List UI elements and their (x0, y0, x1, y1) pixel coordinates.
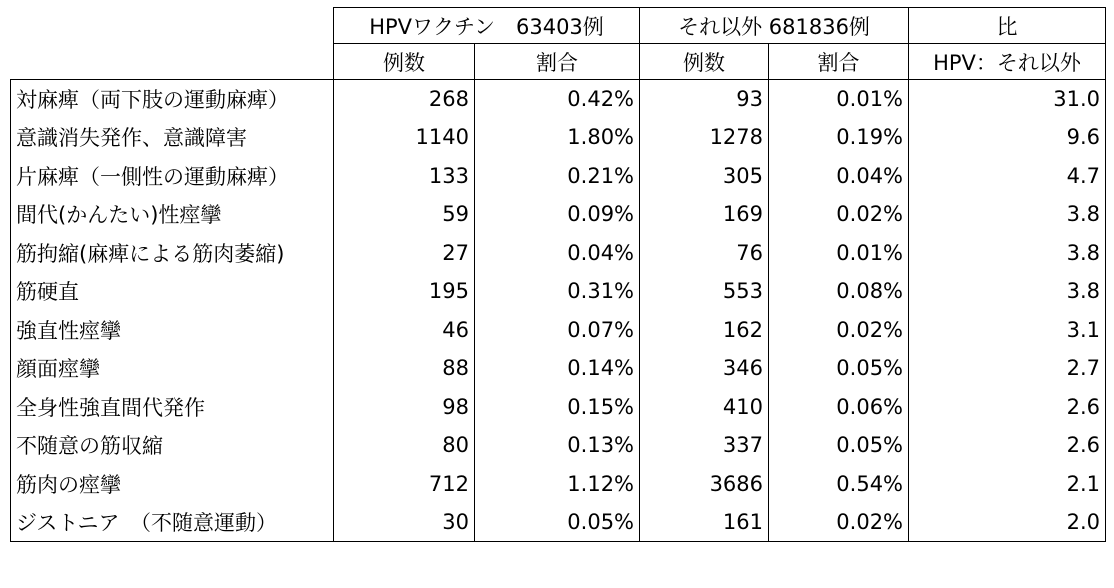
ratio-cell: 31.0 (909, 80, 1106, 119)
other-rate-cell: 0.01% (769, 80, 909, 119)
other-count-cell: 346 (640, 349, 769, 388)
other-rate-cell: 0.06% (769, 388, 909, 427)
other-rate-cell: 0.01% (769, 234, 909, 273)
hpv-count-cell: 80 (334, 426, 475, 465)
table-row (11, 426, 1106, 465)
other-rate-cell: 0.02% (769, 195, 909, 234)
other-rate-cell: 0.54% (769, 465, 909, 504)
comparison-table (10, 7, 1106, 542)
symptom-name-cell: ジストニア （不随意運動） (11, 503, 334, 542)
hpv-rate-cell: 0.04% (475, 234, 640, 273)
other-count-cell: 1278 (640, 118, 769, 157)
symptom-name-cell: 不随意の筋収縮 (11, 426, 334, 465)
table-body (11, 8, 1106, 80)
header-hpv-group: HPVワクチン 63403例 (334, 8, 640, 44)
ratio-cell: 2.0 (909, 503, 1106, 542)
other-count-cell: 410 (640, 388, 769, 427)
ratio-cell: 3.8 (909, 272, 1106, 311)
ratio-cell: 3.8 (909, 234, 1106, 273)
symptom-name-cell: 強直性痙攣 (11, 311, 334, 350)
hpv-count-cell: 98 (334, 388, 475, 427)
other-rate-cell: 0.05% (769, 426, 909, 465)
table-row (11, 503, 1106, 542)
other-rate-cell: 0.05% (769, 349, 909, 388)
table-row (11, 388, 1106, 427)
ratio-cell: 2.6 (909, 388, 1106, 427)
other-rate-cell: 0.04% (769, 157, 909, 196)
symptom-name-cell: 筋拘縮(麻痺による筋肉萎縮) (11, 234, 334, 273)
header-hpv-count: 例数 (334, 44, 475, 80)
hpv-count-cell: 712 (334, 465, 475, 504)
hpv-count-cell: 27 (334, 234, 475, 273)
hpv-rate-cell: 0.14% (475, 349, 640, 388)
header-row-groups (11, 8, 1106, 44)
hpv-rate-cell: 1.12% (475, 465, 640, 504)
hpv-rate-cell: 0.31% (475, 272, 640, 311)
header-other-group: それ以外 681836例 (640, 8, 909, 44)
ratio-cell: 9.6 (909, 118, 1106, 157)
other-rate-cell: 0.02% (769, 311, 909, 350)
data-rows (11, 80, 1106, 542)
header-corner-cell (11, 8, 334, 44)
ratio-cell: 3.1 (909, 311, 1106, 350)
header-ratio-label: HPV：それ以外 (909, 44, 1106, 80)
table-row (11, 349, 1106, 388)
hpv-rate-cell: 0.21% (475, 157, 640, 196)
ratio-cell: 4.7 (909, 157, 1106, 196)
symptom-name-cell: 対麻痺（両下肢の運動麻痺） (11, 80, 334, 119)
hpv-count-cell: 1140 (334, 118, 475, 157)
header-other-rate: 割合 (769, 44, 909, 80)
symptom-name-cell: 筋硬直 (11, 272, 334, 311)
other-count-cell: 161 (640, 503, 769, 542)
hpv-count-cell: 46 (334, 311, 475, 350)
table-row (11, 272, 1106, 311)
header-corner-cell-lower (11, 44, 334, 80)
ratio-cell: 2.7 (909, 349, 1106, 388)
hpv-rate-cell: 0.15% (475, 388, 640, 427)
hpv-rate-cell: 0.09% (475, 195, 640, 234)
other-count-cell: 162 (640, 311, 769, 350)
hpv-count-cell: 88 (334, 349, 475, 388)
other-count-cell: 553 (640, 272, 769, 311)
header-hpv-rate: 割合 (475, 44, 640, 80)
table-row (11, 118, 1106, 157)
symptom-name-cell: 全身性強直間代発作 (11, 388, 334, 427)
ratio-cell: 2.6 (909, 426, 1106, 465)
ratio-cell: 2.1 (909, 465, 1106, 504)
hpv-rate-cell: 0.05% (475, 503, 640, 542)
other-count-cell: 93 (640, 80, 769, 119)
hpv-count-cell: 268 (334, 80, 475, 119)
header-other-count: 例数 (640, 44, 769, 80)
table-row (11, 80, 1106, 119)
symptom-name-cell: 顔面痙攣 (11, 349, 334, 388)
hpv-rate-cell: 1.80% (475, 118, 640, 157)
hpv-rate-cell: 0.13% (475, 426, 640, 465)
other-count-cell: 169 (640, 195, 769, 234)
hpv-count-cell: 30 (334, 503, 475, 542)
hpv-rate-cell: 0.42% (475, 80, 640, 119)
table-row (11, 195, 1106, 234)
symptom-name-cell: 筋肉の痙攣 (11, 465, 334, 504)
symptom-name-cell: 片麻痺（一側性の運動麻痺） (11, 157, 334, 196)
symptom-name-cell: 間代(かんたい)性痙攣 (11, 195, 334, 234)
ratio-cell: 3.8 (909, 195, 1106, 234)
hpv-count-cell: 133 (334, 157, 475, 196)
other-rate-cell: 0.19% (769, 118, 909, 157)
symptom-name-cell: 意識消失発作、意識障害 (11, 118, 334, 157)
hpv-count-cell: 195 (334, 272, 475, 311)
hpv-rate-cell: 0.07% (475, 311, 640, 350)
header-row-subcolumns (11, 44, 1106, 80)
other-rate-cell: 0.08% (769, 272, 909, 311)
other-count-cell: 337 (640, 426, 769, 465)
table-row (11, 157, 1106, 196)
table-row (11, 311, 1106, 350)
hpv-count-cell: 59 (334, 195, 475, 234)
other-count-cell: 3686 (640, 465, 769, 504)
other-rate-cell: 0.02% (769, 503, 909, 542)
header-ratio-title: 比 (909, 8, 1106, 44)
other-count-cell: 76 (640, 234, 769, 273)
table-row (11, 234, 1106, 273)
other-count-cell: 305 (640, 157, 769, 196)
table-row (11, 465, 1106, 504)
